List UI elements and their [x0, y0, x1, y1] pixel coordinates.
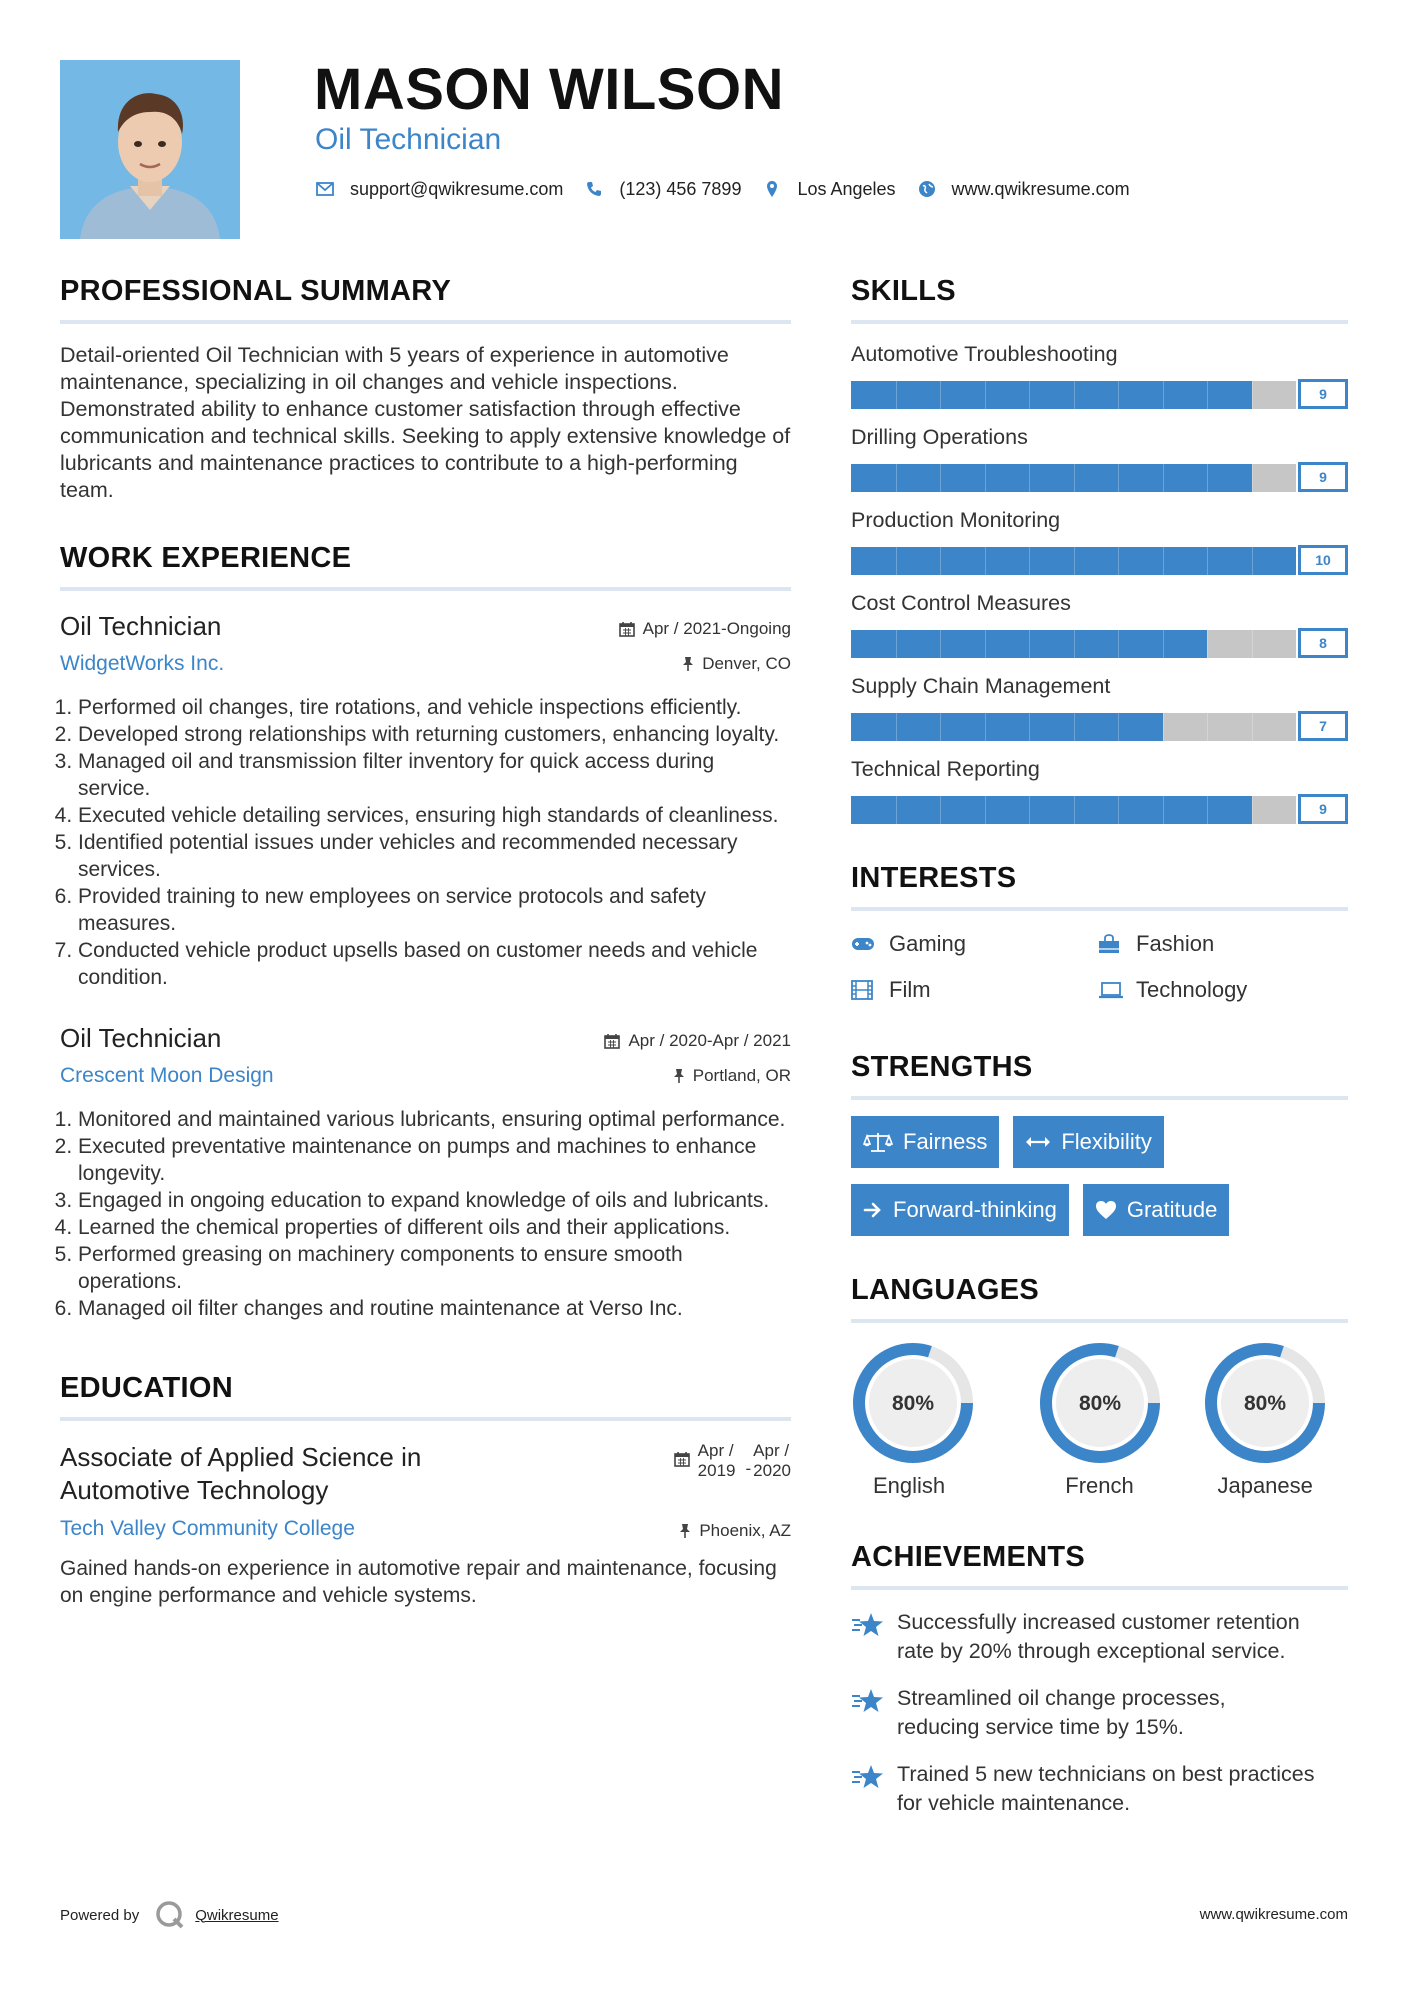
- gamepad-icon: [851, 933, 877, 955]
- job-title: Oil Technician: [60, 1023, 222, 1053]
- strengths-list: [851, 1116, 1271, 1236]
- skill-bar-segment: [985, 464, 986, 492]
- list-item: 4. Executed vehicle detailing services, ensuring high standards of cleanliness.: [78, 802, 791, 829]
- job-entry: [60, 1023, 791, 1322]
- list-item: 5. Identified potential issues under vehicles and recommended necessary services.: [78, 829, 791, 883]
- skill-bar-segment: [1029, 630, 1030, 658]
- strength-chip: [1083, 1184, 1230, 1236]
- skill-bar-segment: [1118, 547, 1119, 575]
- language-ring: [851, 1341, 975, 1465]
- skill-item: [851, 674, 1348, 741]
- skill-bar-segment: [1029, 713, 1030, 741]
- skill-bar-segment: [1252, 630, 1253, 658]
- interest-item: [1098, 977, 1348, 1003]
- shopping-bag-icon: [1098, 933, 1124, 955]
- skills-list: [851, 342, 1348, 824]
- skill-bar-segment: [1074, 796, 1075, 824]
- interest-label: Film: [889, 977, 931, 1002]
- skill-bar-fill: [851, 713, 1163, 741]
- balance-scale-icon: [863, 1131, 893, 1153]
- summary-heading: PROFESSIONAL SUMMARY: [60, 275, 452, 307]
- skill-bar-segment: [896, 381, 897, 409]
- languages-section: [851, 1274, 1348, 1499]
- skill-bar-segment: [1252, 796, 1253, 824]
- achievement-item: [851, 1684, 1348, 1742]
- language-ring: [1038, 1341, 1162, 1465]
- skill-bar-segment: [985, 630, 986, 658]
- education-location-text: Phoenix, AZ: [699, 1521, 791, 1540]
- skill-level-badge: 8: [1298, 628, 1348, 658]
- globe-icon: [916, 178, 938, 200]
- job-dates-text: Apr / 2021-Ongoing: [642, 619, 791, 638]
- language-ring-chart: [1038, 1341, 1162, 1465]
- education-start-month: Apr /: [697, 1441, 734, 1460]
- list-item: 5. Performed greasing on machinery components to ensure smooth operations.: [78, 1241, 791, 1295]
- list-item: 2. Developed strong relationships with returning customers, enhancing loyalty.: [78, 721, 791, 748]
- email-text: support@qwikresume.com: [350, 178, 564, 199]
- job-dates-text: Apr / 2020-Apr / 2021: [628, 1031, 791, 1050]
- skill-bar-segment: [896, 713, 897, 741]
- skill-bar: [851, 711, 1348, 741]
- section-divider: [851, 1586, 1348, 1590]
- education-date-separator: -: [745, 1459, 752, 1478]
- skill-name: Automotive Troubleshooting: [851, 342, 1118, 366]
- summary-text: Detail-oriented Oil Technician with 5 years of experience in automotive maintenance, specializing in oil changes and vehicle inspections. Demonstrated ability to enhance customer satisfaction through effective communication and technical skills. Seeking to apply extensive knowledge of lubricants and maintenance practices to contribute to a high-performing team.: [60, 343, 791, 502]
- skill-item: [851, 591, 1348, 658]
- skill-bar-segment: [1163, 713, 1164, 741]
- skill-bar-segment: [896, 796, 897, 824]
- skill-name: Technical Reporting: [851, 757, 1040, 781]
- contact-location: [761, 178, 895, 200]
- achievement-item: [851, 1608, 1348, 1666]
- skill-bar-segment: [1252, 464, 1253, 492]
- job-location: [673, 1066, 791, 1086]
- skill-bar-segment: [1207, 713, 1208, 741]
- skill-bar-segment: [1118, 713, 1119, 741]
- list-item: 2. Executed preventative maintenance on pumps and machines to enhance longevity.: [78, 1133, 791, 1187]
- skill-name: Supply Chain Management: [851, 674, 1111, 698]
- education-end-year: 2020: [753, 1461, 791, 1480]
- strength-label: Gratitude: [1126, 1197, 1218, 1222]
- strength-label: Forward-thinking: [893, 1197, 1057, 1222]
- skill-bar-segment: [1118, 796, 1119, 824]
- education-entry: [60, 1441, 791, 1609]
- skill-bar-fill: [851, 381, 1252, 409]
- footer-powered-by: [60, 1900, 279, 1930]
- skill-bar-segment: [940, 464, 941, 492]
- pushpin-icon: [679, 1523, 691, 1539]
- achievement-text: rate by 20% through exceptional service.: [897, 1639, 1286, 1663]
- interests-grid: [851, 931, 1348, 1003]
- company-name: Crescent Moon Design: [60, 1064, 274, 1087]
- languages-list: [851, 1341, 1348, 1499]
- language-percent: 80%: [1078, 1392, 1121, 1415]
- skill-level-badge: 10: [1298, 545, 1348, 575]
- skill-bar-segment: [940, 796, 941, 824]
- interest-label: Gaming: [889, 931, 967, 956]
- film-icon: [851, 979, 877, 1001]
- skill-bar-segment: [1207, 464, 1208, 492]
- language-ring-chart: [851, 1341, 975, 1465]
- skill-bar-segment: [1207, 630, 1208, 658]
- skill-bar-segment: [1207, 381, 1208, 409]
- website-text: www.qwikresume.com: [951, 178, 1130, 199]
- skill-level-badge: 9: [1298, 462, 1348, 492]
- left-column: [60, 275, 791, 1609]
- achievements-heading: ACHIEVEMENTS: [851, 1541, 1086, 1573]
- skill-bar-fill: [851, 796, 1252, 824]
- calendar-icon: [619, 621, 635, 637]
- arrows-horizontal-icon: [1025, 1135, 1051, 1149]
- job-bullets: [60, 1106, 791, 1322]
- interests-heading: INTERESTS: [851, 862, 1017, 894]
- calendar-icon: [604, 1033, 620, 1049]
- list-item: 7. Conducted vehicle product upsells based on customer needs and vehicle condition.: [78, 937, 791, 991]
- skill-bar-segment: [1163, 464, 1164, 492]
- skill-bar-segment: [1118, 630, 1119, 658]
- star-icon: [851, 1760, 887, 1790]
- education-start-year: 2019: [697, 1461, 736, 1480]
- achievements-section: [851, 1541, 1348, 1818]
- achievement-item: [851, 1760, 1348, 1818]
- education-end-month: Apr /: [753, 1441, 790, 1460]
- skill-bar-segment: [940, 381, 941, 409]
- education-heading: EDUCATION: [60, 1372, 233, 1404]
- skill-bar-segment: [1074, 630, 1075, 658]
- skill-bar: [851, 794, 1348, 824]
- degree-line: Associate of Applied Science in: [60, 1442, 422, 1472]
- education-section: [60, 1372, 791, 1609]
- location-text: Los Angeles: [797, 178, 896, 199]
- strength-chip: [1013, 1116, 1163, 1168]
- experience-section: [60, 542, 791, 1322]
- contact-website[interactable]: [916, 178, 1130, 200]
- skill-bar-segment: [985, 547, 986, 575]
- interest-label: Fashion: [1136, 931, 1215, 956]
- skill-bar-segment: [985, 381, 986, 409]
- strength-label: Flexibility: [1061, 1129, 1152, 1154]
- school-name: Tech Valley Community College: [60, 1517, 355, 1540]
- interest-label: Technology: [1136, 977, 1248, 1002]
- footer-website[interactable]: www.qwikresume.com: [1199, 1906, 1348, 1923]
- skill-bar-segment: [1029, 381, 1030, 409]
- education-end: [753, 1441, 791, 1481]
- powered-by-text: Powered by: [60, 1906, 140, 1924]
- list-item: 6. Managed oil filter changes and routine maintenance at Verso Inc.: [78, 1295, 791, 1322]
- language-percent: 80%: [891, 1392, 935, 1415]
- candidate-title: Oil Technician: [315, 123, 502, 156]
- language-item: [1017, 1341, 1183, 1499]
- contact-phone[interactable]: [583, 178, 741, 200]
- skill-name: Production Monitoring: [851, 508, 1061, 532]
- skills-section: [851, 275, 1348, 824]
- star-icon: [851, 1608, 887, 1638]
- skill-level-badge: 7: [1298, 711, 1348, 741]
- section-divider: [851, 907, 1348, 911]
- strengths-section: [851, 1051, 1348, 1236]
- job-location: [682, 654, 791, 674]
- skill-bar-segment: [1029, 547, 1030, 575]
- list-item: 1. Performed oil changes, tire rotations, and vehicle inspections efficiently.: [78, 694, 791, 721]
- skill-bar-segment: [1074, 547, 1075, 575]
- phone-icon: [583, 178, 605, 200]
- language-ring-chart: [1203, 1341, 1327, 1465]
- skill-bar-segment: [985, 713, 986, 741]
- phone-text: (123) 456 7899: [619, 178, 742, 199]
- skill-bar-segment: [1074, 464, 1075, 492]
- list-item: 3. Managed oil and transmission filter inventory for quick access during service.: [78, 748, 791, 802]
- skill-bar: [851, 462, 1348, 492]
- achievement-text: Successfully increased customer retention: [897, 1610, 1300, 1634]
- language-name: Japanese: [1217, 1473, 1313, 1498]
- interests-section: [851, 862, 1348, 1003]
- skill-bar-segment: [1163, 381, 1164, 409]
- language-item: [851, 1341, 1017, 1499]
- skill-bar-segment: [1163, 630, 1164, 658]
- skill-bar-segment: [1252, 713, 1253, 741]
- section-divider: [851, 320, 1348, 324]
- language-name: English: [873, 1473, 946, 1498]
- achievement-text: reducing service time by 15%.: [897, 1715, 1184, 1739]
- contact-bar: [314, 178, 1150, 200]
- skill-bar-segment: [896, 630, 897, 658]
- skills-heading: SKILLS: [851, 275, 956, 307]
- job-dates: [604, 1031, 791, 1051]
- star-icon: [851, 1684, 887, 1714]
- list-item: 1. Monitored and maintained various lubricants, ensuring optimal performance.: [78, 1106, 791, 1133]
- skill-bar-segment: [1207, 796, 1208, 824]
- skill-bar-segment: [1252, 381, 1253, 409]
- language-name: French: [1065, 1473, 1134, 1498]
- skill-bar: [851, 628, 1348, 658]
- skill-level-badge: 9: [1298, 379, 1348, 409]
- list-item: 4. Learned the chemical properties of different oils and their applications.: [78, 1214, 791, 1241]
- skill-bar-segment: [940, 630, 941, 658]
- skill-item: [851, 508, 1348, 575]
- education-location: [679, 1521, 791, 1541]
- skill-bar-segment: [896, 547, 897, 575]
- skill-bar: [851, 545, 1348, 575]
- achievement-text: Trained 5 new technicians on best practices: [897, 1762, 1315, 1786]
- skill-item: [851, 425, 1348, 492]
- envelope-icon: [314, 178, 336, 200]
- job-location-text: Denver, CO: [702, 654, 791, 673]
- achievement-text: Streamlined oil change processes,: [897, 1686, 1226, 1710]
- job-location-text: Portland, OR: [692, 1066, 791, 1085]
- skill-item: [851, 757, 1348, 824]
- strength-chip: [851, 1184, 1069, 1236]
- language-item: [1182, 1341, 1348, 1499]
- section-divider: [851, 1096, 1348, 1100]
- achievement-text: for vehicle maintenance.: [897, 1791, 1131, 1815]
- skill-bar-segment: [940, 547, 941, 575]
- education-description: Gained hands-on experience in automotive repair and maintenance, focusing on engine performance and vehicle systems.: [60, 1557, 777, 1607]
- strengths-heading: STRENGTHS: [851, 1051, 1033, 1083]
- education-dates: [674, 1441, 791, 1481]
- degree-line: Automotive Technology: [60, 1475, 329, 1505]
- experience-heading: WORK EXPERIENCE: [60, 542, 352, 574]
- skill-name: Cost Control Measures: [851, 591, 1071, 615]
- calendar-icon: [674, 1451, 690, 1467]
- arrow-right-icon: [863, 1201, 883, 1219]
- skill-bar-segment: [1118, 381, 1119, 409]
- right-column: [851, 275, 1348, 1818]
- interest-item: [851, 977, 1098, 1003]
- skill-bar-segment: [1163, 796, 1164, 824]
- skill-bar-segment: [1207, 547, 1208, 575]
- skill-bar-segment: [1029, 796, 1030, 824]
- interest-item: [851, 931, 1098, 957]
- skill-bar-segment: [1074, 381, 1075, 409]
- qwikresume-link[interactable]: Qwikresume: [195, 1906, 279, 1924]
- language-ring: [1203, 1341, 1327, 1465]
- education-start: [698, 1441, 736, 1481]
- laptop-icon: [1098, 979, 1124, 1001]
- contact-email[interactable]: [314, 178, 563, 200]
- skill-bar-segment: [985, 796, 986, 824]
- job-title: Oil Technician: [60, 611, 222, 641]
- pushpin-icon: [673, 1068, 685, 1084]
- map-pin-icon: [761, 178, 783, 200]
- skill-bar-fill: [851, 464, 1252, 492]
- section-divider: [60, 587, 791, 591]
- list-item: 6. Provided training to new employees on service protocols and safety measures.: [78, 883, 791, 937]
- summary-section: [60, 275, 791, 504]
- skill-bar-segment: [896, 464, 897, 492]
- job-dates: [619, 619, 791, 639]
- skill-bar-segment: [1163, 547, 1164, 575]
- skill-level-badge: 9: [1298, 794, 1348, 824]
- languages-heading: LANGUAGES: [851, 1274, 1039, 1306]
- company-name: WidgetWorks Inc.: [60, 652, 225, 675]
- skill-item: [851, 342, 1348, 409]
- skill-bar-segment: [1118, 464, 1119, 492]
- strength-label: Fairness: [903, 1129, 988, 1154]
- strength-chip: [851, 1116, 999, 1168]
- skill-bar: [851, 379, 1348, 409]
- job-entry: [60, 611, 791, 991]
- language-percent: 80%: [1244, 1392, 1287, 1415]
- qwikresume-logo-icon: [155, 1900, 185, 1930]
- section-divider: [851, 1319, 1348, 1323]
- list-item: 3. Engaged in ongoing education to expand knowledge of oils and lubricants.: [78, 1187, 791, 1214]
- interest-item: [1098, 931, 1348, 957]
- job-bullets: [60, 694, 791, 991]
- skill-name: Drilling Operations: [851, 425, 1028, 449]
- candidate-name: MASON WILSON: [314, 57, 784, 122]
- skill-bar-segment: [940, 713, 941, 741]
- skill-bar-segment: [1252, 547, 1253, 575]
- skill-bar-segment: [1074, 713, 1075, 741]
- heart-icon: [1095, 1200, 1117, 1220]
- section-divider: [60, 1417, 791, 1421]
- skill-bar-segment: [1029, 464, 1030, 492]
- pushpin-icon: [682, 656, 694, 672]
- section-divider: [60, 320, 791, 324]
- profile-photo: [60, 60, 240, 239]
